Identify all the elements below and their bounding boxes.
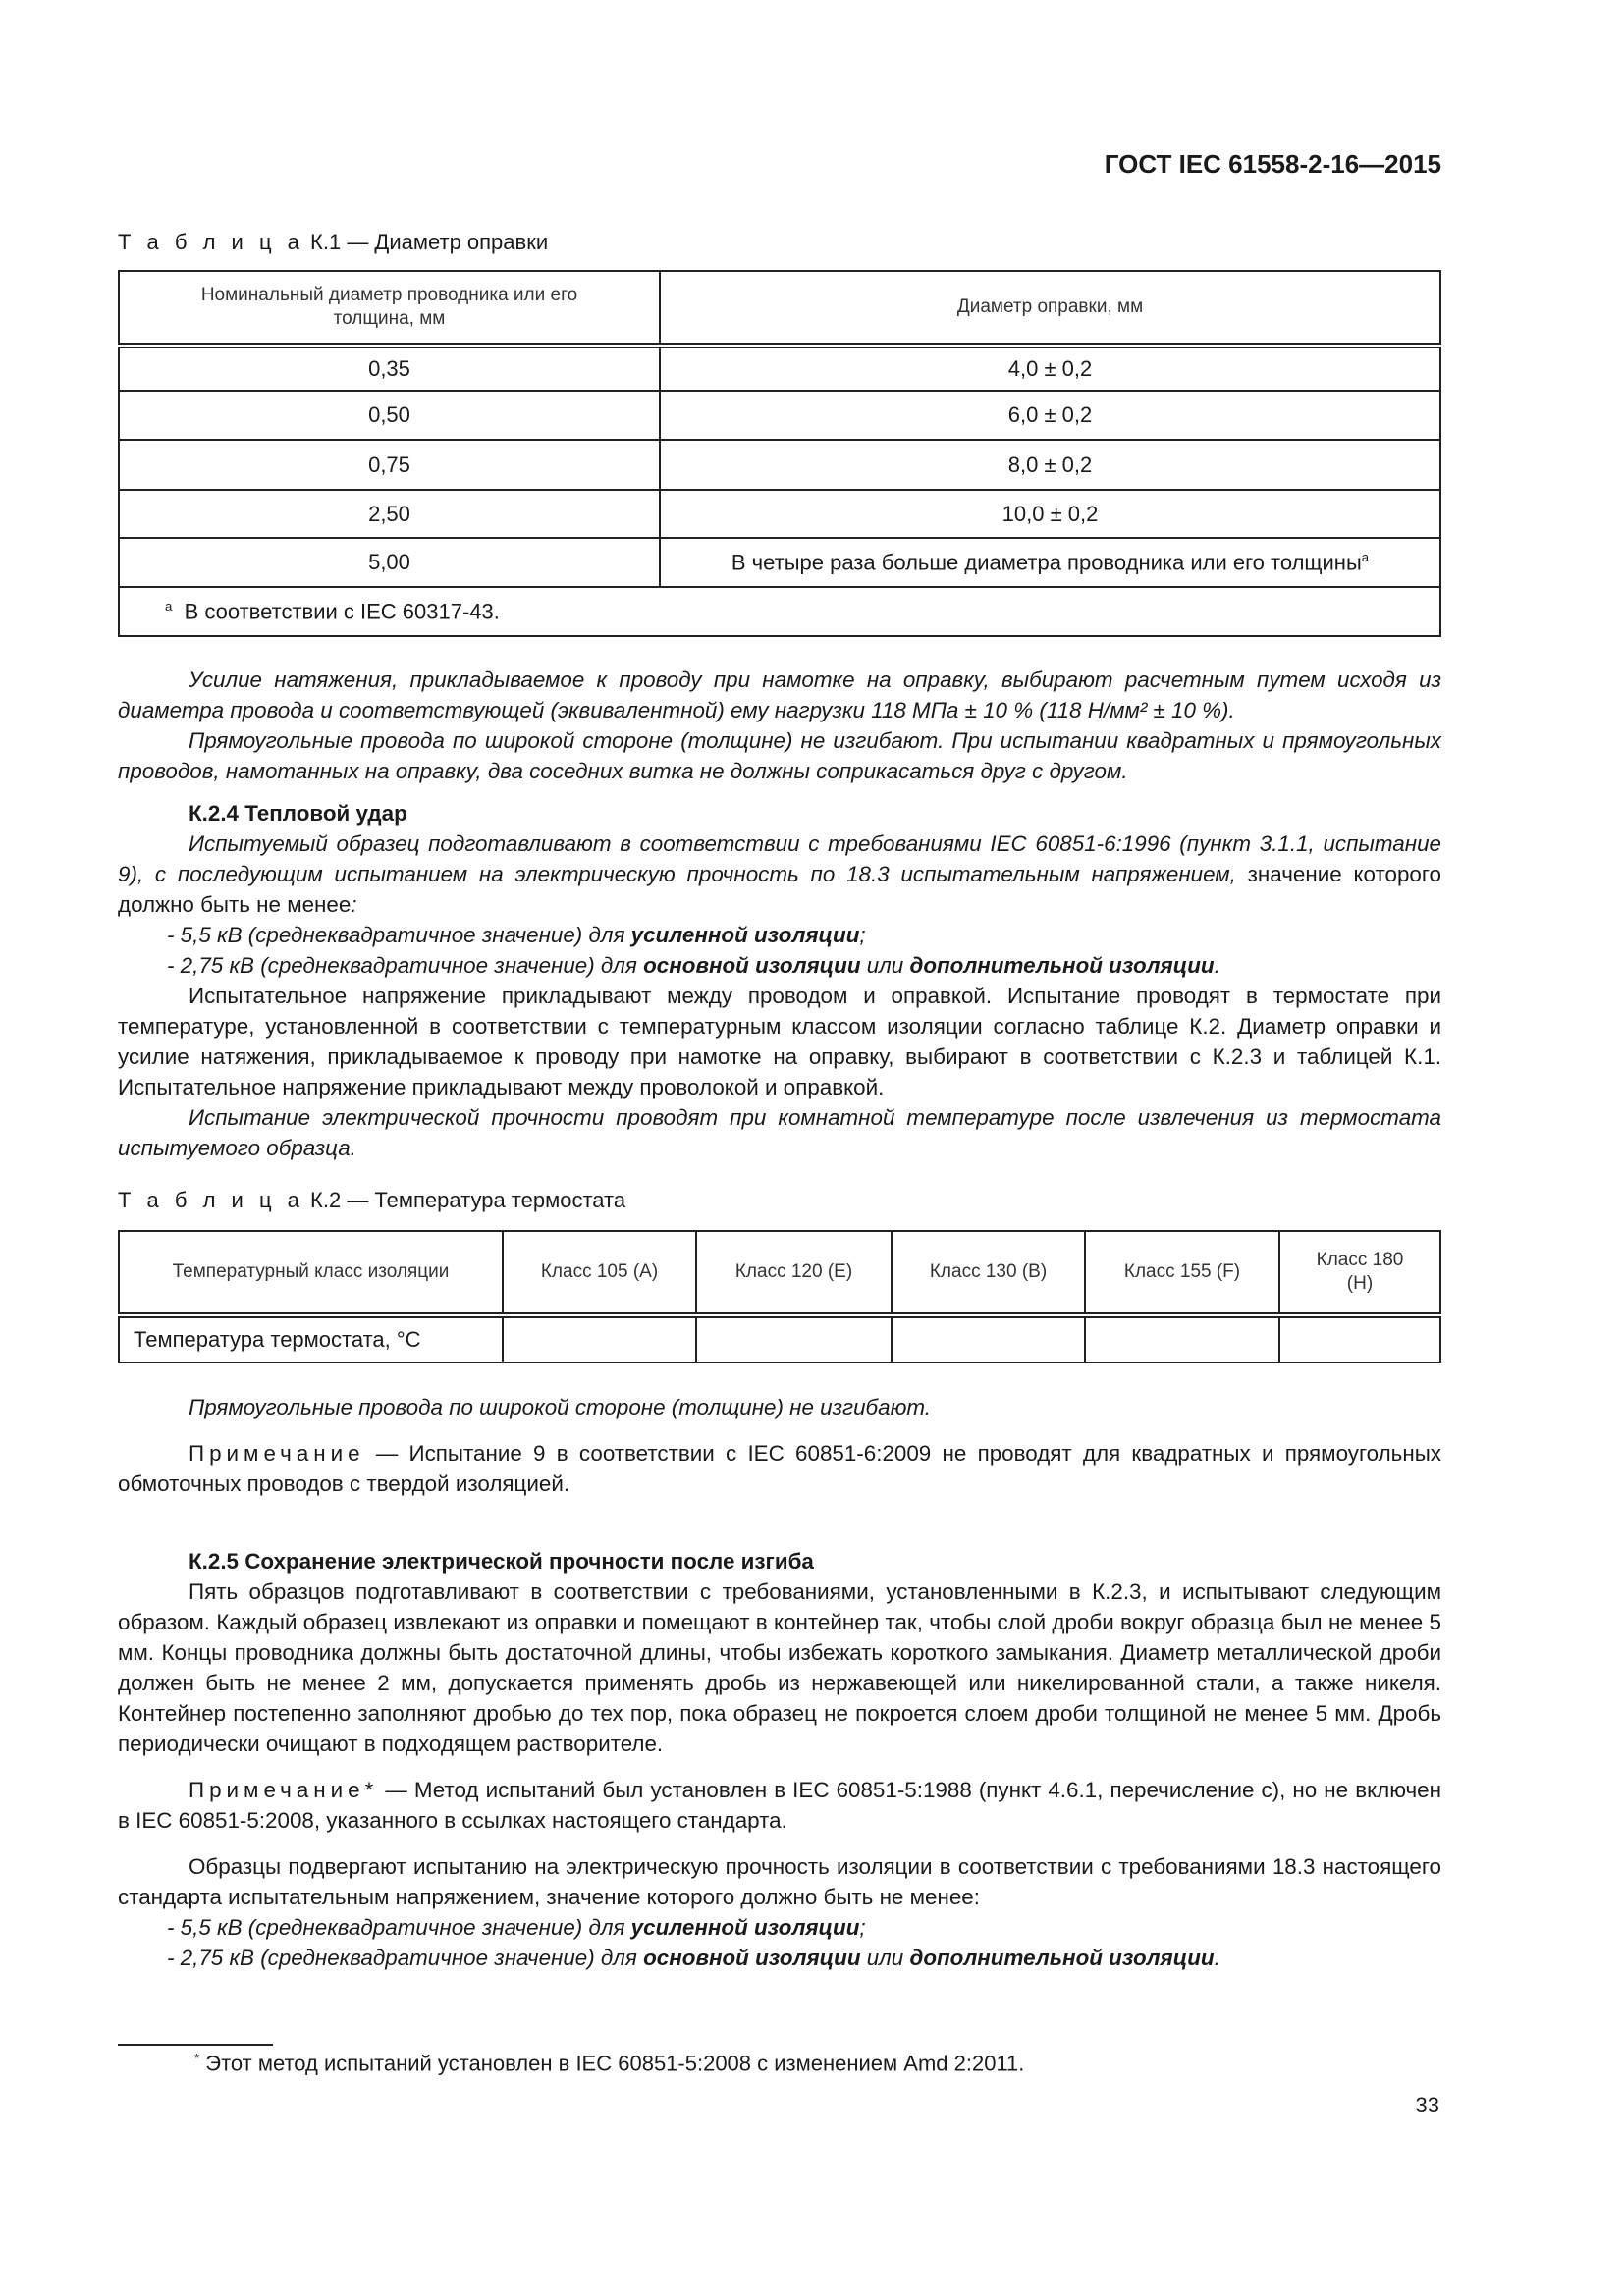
cell: 2,50	[119, 490, 660, 538]
section-k23-k24	[118, 665, 1441, 1163]
table-k1	[118, 270, 1441, 637]
footnote-mark: *	[194, 2051, 200, 2065]
paragraph	[118, 1851, 1441, 1912]
paragraph	[118, 828, 1441, 920]
paragraph	[118, 665, 1441, 725]
paragraph	[118, 725, 1441, 786]
caption-text: К.1 — Диаметр оправки	[310, 230, 549, 254]
table-row	[119, 346, 1440, 391]
cell: 5,00	[119, 538, 660, 587]
text-run: .	[1214, 1946, 1220, 1970]
page-number: 33	[1415, 2093, 1439, 2117]
paragraph	[118, 1102, 1441, 1163]
cell	[892, 1315, 1085, 1362]
cell	[1085, 1315, 1279, 1362]
footnote-mark: a	[165, 598, 173, 614]
list-item	[118, 950, 1441, 981]
text-run: значение которого должно быть не менее	[118, 862, 1441, 917]
text-run: основной изоляции	[643, 1946, 861, 1970]
text-run: К.2.4 Тепловой удар	[189, 801, 407, 826]
text-run: усиленной изоляции	[630, 923, 860, 947]
table-header-row	[119, 1231, 1440, 1315]
text-run: дополнительной изоляции	[909, 1946, 1215, 1970]
text-run: Прямоугольные провода по широкой стороне (толщине) не изгибают. При испытании квадратных и прямоугольных проводов, намотанных на оправку, два соседних витка не должны соприкасаться друг с другом.	[118, 728, 1441, 783]
header-cell: Температурный класс изоляции	[119, 1231, 503, 1315]
document-id: ГОСТ IEC 61558-2-16—2015	[1104, 149, 1441, 179]
row-label: Температура термостата, °C	[119, 1315, 503, 1362]
text-run: Испытание электрической прочности проводят при комнатной температуре после извлечения из термостата испытуемого образца.	[118, 1105, 1441, 1160]
text-run: усиленной изоляции	[630, 1915, 860, 1940]
table-header-row	[119, 271, 1440, 346]
list-item	[118, 1912, 1441, 1943]
table-footnote	[119, 587, 1440, 636]
cell	[1279, 1315, 1440, 1362]
text-run: - 5,5 кВ (среднеквадратичное значение) для	[167, 1915, 631, 1940]
list-item	[118, 920, 1441, 950]
text-run: ;	[859, 923, 866, 947]
cell: 0,35	[119, 346, 660, 391]
caption-prefix: Т а б л и ц а	[118, 230, 304, 254]
header-cell: Класс 120 (E)	[696, 1231, 892, 1315]
table-row	[119, 538, 1440, 587]
cell-text: В четыре раза больше диаметра проводника или его толщины	[731, 550, 1362, 575]
header-cell: Диаметр оправки, мм	[660, 271, 1440, 346]
cell: 6,0 ± 0,2	[660, 391, 1440, 440]
header-cell: Класс 105 (A)	[503, 1231, 696, 1315]
cell: 4,0 ± 0,2	[660, 346, 1440, 391]
text-run: или	[860, 1946, 910, 1970]
section-heading	[118, 1546, 1441, 1576]
table-row	[119, 440, 1440, 490]
text-run: Испытательное напряжение прикладывают между проводом и оправкой. Испытание проводят в термостате при температуре, установленной в соответствии с температурным классом изоляции согласно таблице К.2. Диаметр оправки и усилие натяжения, прикладываемое к проводу при намотке на оправку, выбирают в соответствии с К.2.3 и таблицей К.1. Испытательное напряжение прикладывают между проволокой и оправкой.	[118, 984, 1441, 1099]
section-notes	[118, 1392, 1441, 1499]
footnote-text: Этот метод испытаний установлен в IEC 60851-5:2008 с изменением Amd 2:2011.	[205, 2051, 1025, 2076]
text-run: - 5,5 кВ (среднеквадратичное значение) для	[167, 923, 631, 947]
header-cell: Класс 180 (H)	[1279, 1231, 1440, 1315]
caption-text: К.2 — Температура термостата	[310, 1188, 626, 1212]
text-run: Усилие натяжения, прикладываемое к проводу при намотке на оправку, выбирают расчетным путем исходя из диаметра провода и соответствующей (эквивалентной) ему нагрузки 118 МПа ± 10 % (118 Н/мм² ± 10 %).	[118, 667, 1441, 722]
text-run: К.2.5 Сохранение электрической прочности после изгиба	[189, 1549, 814, 1574]
paragraph	[118, 1438, 1441, 1499]
text-run: :	[351, 892, 357, 917]
section-heading	[118, 798, 1441, 828]
text-run: Примечание	[189, 1441, 365, 1466]
header-cell: Номинальный диаметр проводника или его толщина, мм	[119, 271, 660, 346]
cell: 10,0 ± 0,2	[660, 490, 1440, 538]
text-run: .	[1214, 953, 1220, 978]
text-run: дополнительной изоляции	[909, 953, 1215, 978]
caption-prefix: Т а б л и ц а	[118, 1188, 304, 1212]
header-cell: Класс 155 (F)	[1085, 1231, 1279, 1315]
text-run: Испытуемый образец подготавливают в соответствии с требованиями IEC 60851-6:1996 (пункт 3.1.1, испытание 9), с последующим испытанием на электрическую прочность по 18.3 испытательным напряжением,	[118, 831, 1441, 886]
footnote-divider	[118, 2044, 273, 2046]
footnote-mark: a	[1361, 549, 1370, 564]
table-k2	[118, 1230, 1441, 1363]
paragraph	[118, 981, 1441, 1102]
cell: 0,50	[119, 391, 660, 440]
text-run: — Испытание 9 в соответствии с IEC 60851-6:2009 не проводят для квадратных и прямоугольных обмоточных проводов с твердой изоляцией.	[118, 1441, 1441, 1496]
text-run: или	[860, 953, 910, 978]
table-row	[119, 391, 1440, 440]
text-run: Образцы подвергают испытанию на электрическую прочность изоляции в соответствии с требованиями 18.3 настоящего стандарта испытательным напряжением, значение которого должно быть не менее:	[118, 1854, 1441, 1909]
cell	[696, 1315, 892, 1362]
cell	[503, 1315, 696, 1362]
paragraph	[118, 1392, 1441, 1422]
text-run: ;	[859, 1915, 866, 1940]
paragraph	[118, 1775, 1441, 1836]
text-run: — Метод испытаний был установлен в IEC 60851-5:1988 (пункт 4.6.1, перечисление с), но не включен в IEC 60851-5:2008, указанного в ссылках настоящего стандарта.	[118, 1778, 1441, 1833]
text-run: Примечание*	[189, 1778, 379, 1802]
page-footnote	[194, 2051, 1024, 2076]
list-item	[118, 1943, 1441, 1973]
header-cell: Класс 130 (B)	[892, 1231, 1085, 1315]
text-run: Прямоугольные провода по широкой стороне (толщине) не изгибают.	[189, 1395, 932, 1419]
text-run: - 2,75 кВ (среднеквадратичное значение) для	[167, 953, 644, 978]
table-footnote-row	[119, 587, 1440, 636]
cell: 8,0 ± 0,2	[660, 440, 1440, 490]
footnote-text: В соответствии с IEC 60317-43.	[184, 599, 500, 624]
table-k1-caption	[118, 230, 548, 255]
table-row	[119, 1315, 1440, 1362]
paragraph	[118, 1576, 1441, 1759]
text-run: - 2,75 кВ (среднеквадратичное значение) для	[167, 1946, 644, 1970]
table-row	[119, 490, 1440, 538]
table-k2-caption	[118, 1188, 625, 1213]
section-k25	[118, 1546, 1441, 1973]
text-run: основной изоляции	[643, 953, 861, 978]
text-run: Пять образцов подготавливают в соответствии с требованиями, установленными в К.2.3, и испытывают следующим образом. Каждый образец извлекают из оправки и помещают в контейнер так, чтобы слой дроби вокруг образца был не менее 5 мм. Концы проводника должны быть достаточной длины, чтобы избежать короткого замыкания. Диаметр металлической дроби должен быть не менее 2 мм, допускается применять дробь из нержавеющей или никелированной стали, а также никеля. Контейнер постепенно заполняют дробью до тех пор, пока образец не покроется слоем дроби толщиной не менее 5 мм. Дробь периодически очищают в подходящем растворителе.	[118, 1579, 1441, 1756]
cell	[660, 538, 1440, 587]
cell: 0,75	[119, 440, 660, 490]
